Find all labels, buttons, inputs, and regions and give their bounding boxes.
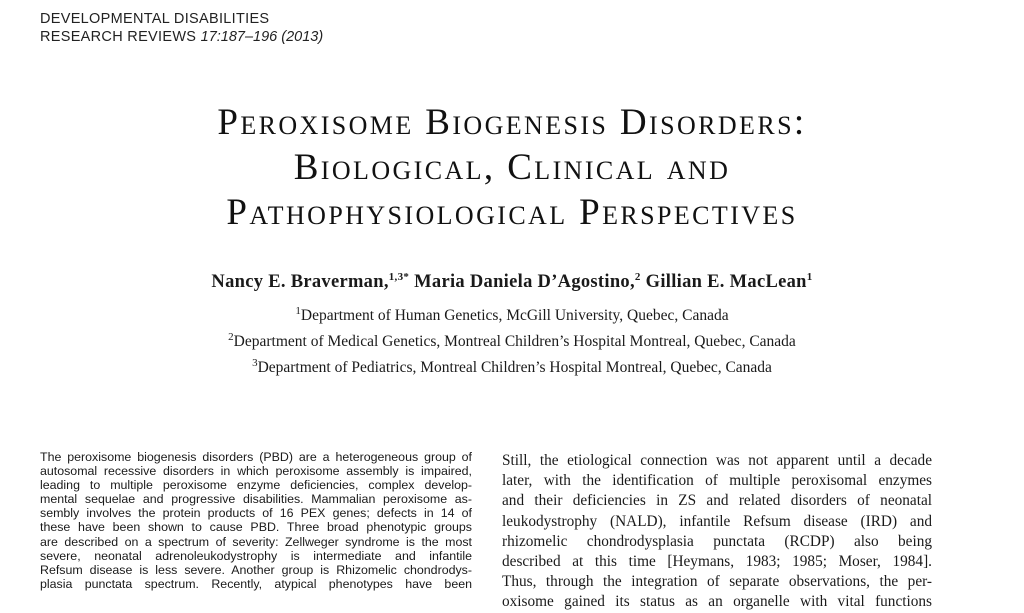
body-line: leukodystrophy (NALD), infantile Refsum disease (IRD) and [502, 512, 932, 530]
body-line: later, with the identification of multiple peroxisomal enzymes [502, 472, 932, 490]
abstract-line: mental sequelae and progressive disabilities. Mammalian peroxisome as- [40, 492, 472, 507]
author-name: Gillian E. MacLean [645, 272, 807, 292]
title-line-2: Biological, Clinical and [293, 147, 731, 188]
body-text-column [502, 451, 932, 613]
author-name: Nancy E. Braverman, [211, 272, 389, 292]
abstract-line: leading to multiple peroxisome enzyme deficiencies, complex develop- [40, 478, 472, 493]
affiliation-mark: 3 [252, 356, 258, 369]
affiliation-1 [0, 304, 1024, 325]
abstract-line: these have been shown to cause PBD. Three broad phenotypic groups [40, 520, 472, 535]
abstract-line: Refsum disease is less severe. Another group is Rhizomelic chondrodys- [40, 562, 472, 577]
abstract [40, 450, 472, 591]
abstract-line: severe, neonatal adrenoleukodystrophy is intermediate and infantile [40, 548, 472, 563]
author-list [0, 272, 1024, 293]
journal-header [40, 10, 323, 46]
affiliation-3 [0, 356, 1024, 377]
abstract-line: The peroxisome biogenesis disorders (PBD) are a heterogeneous group of [40, 450, 472, 464]
abstract-line: sembly involves the protein products of 16 PEX genes; defects in 14 of [40, 506, 472, 521]
body-line: Still, the etiological connection was not apparent until a decade [502, 452, 932, 469]
journal-name: DEVELOPMENTAL DISABILITIES [40, 11, 270, 27]
journal-citation-line [40, 28, 323, 46]
body-line: Thus, through the integration of separate observations, the per- [502, 573, 932, 591]
affiliation-text: Department of Human Genetics, McGill University, Quebec, Canada [300, 307, 729, 324]
affiliation-2 [0, 330, 1024, 351]
body-line: rhizomelic chondrodysplasia punctata (RCDP) also being [502, 532, 932, 550]
journal-name-line2: RESEARCH REVIEWS [40, 29, 197, 45]
body-line: oxisome gained its status as an organelle with vital functions [502, 593, 932, 611]
abstract-line: autosomal recessive disorders in which peroxisome assembly is impaired, [40, 464, 472, 479]
author-name: Maria Daniela D’Agostino, [414, 272, 635, 292]
abstract-line: are described on a spectrum of severity: Zellweger syndrome is the most [40, 534, 472, 549]
title-line-3: Pathophysiological Perspectives [226, 192, 798, 233]
abstract-line: plasia punctata spectrum. Recently, atypical phenotypes have been [40, 576, 472, 591]
author-affiliation-mark: 2 [634, 270, 641, 283]
article-title [0, 100, 1024, 235]
author-affiliation-mark: 1 [806, 270, 813, 283]
affiliation-text: Department of Pediatrics, Montreal Children’s Hospital Montreal, Quebec, Canada [257, 359, 772, 376]
journal-volume-pages: 17:187–196 (2013) [200, 29, 324, 45]
affiliation-mark: 1 [295, 304, 301, 317]
body-line: and their deficiencies in ZS and related disorders of neonatal [502, 492, 932, 510]
body-line: described at this time [Heymans, 1983; 1985; Moser, 1984]. [502, 553, 932, 571]
author-affiliation-mark: 1,3* [388, 270, 410, 283]
affiliation-text: Department of Medical Genetics, Montreal Children’s Hospital Montreal, Quebec, Canada [233, 333, 796, 350]
title-line-1: Peroxisome Biogenesis Disorders: [217, 102, 807, 143]
affiliation-mark: 2 [228, 330, 234, 343]
